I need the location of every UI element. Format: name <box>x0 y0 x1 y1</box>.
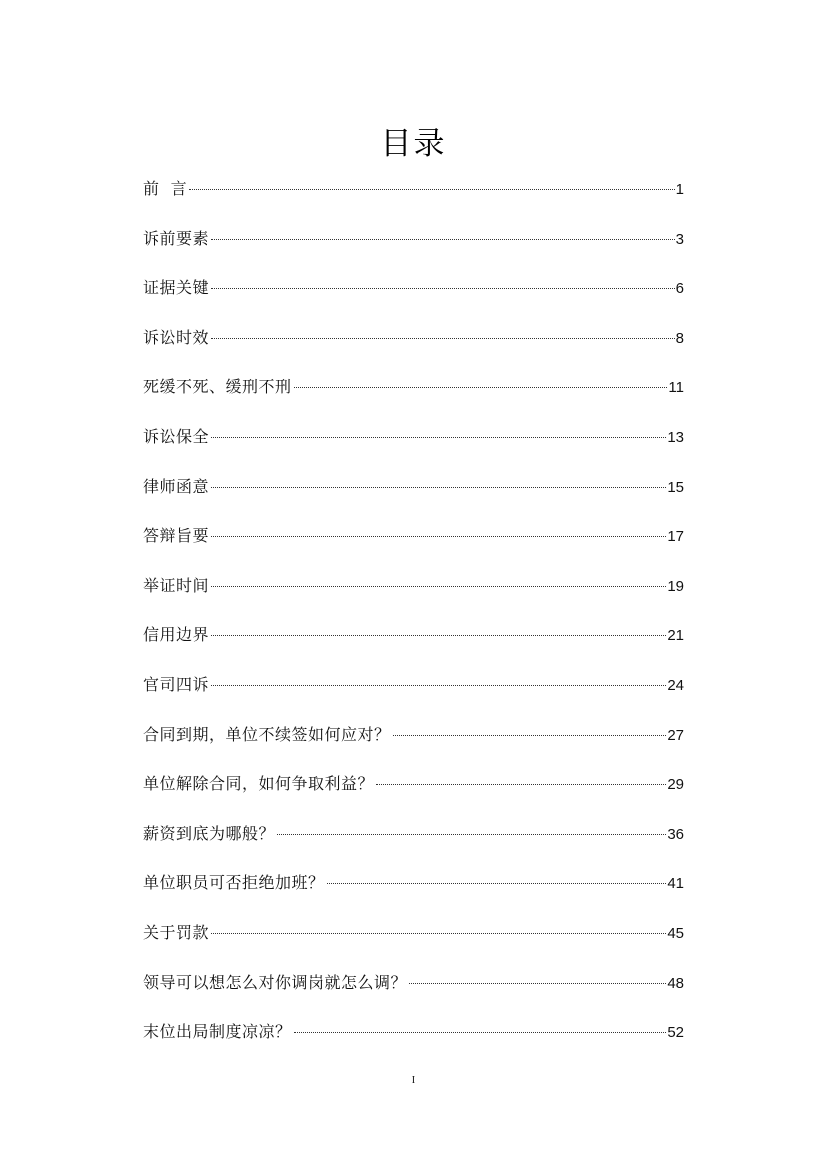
toc-entry[interactable] <box>143 571 684 621</box>
page-number-footer: I <box>411 1074 416 1086</box>
toc-entry[interactable] <box>143 174 684 224</box>
toc-entry-label: 单位解除合同，如何争取利益？ <box>143 774 375 794</box>
dot-leader <box>294 1032 667 1033</box>
dot-leader <box>211 487 666 488</box>
toc-entry[interactable] <box>143 918 684 968</box>
toc-entry-label: 证据关键 <box>143 278 210 298</box>
toc-entry-label: 合同到期，单位不续签如何应对？ <box>143 724 391 744</box>
toc-entry-page-number: 45 <box>667 924 684 942</box>
toc-entry[interactable] <box>143 1017 684 1067</box>
toc-entry[interactable] <box>143 769 684 819</box>
toc-entry-label: 诉讼保全 <box>143 426 210 446</box>
toc-entry-page-number: 1 <box>675 181 684 198</box>
toc-entry-page-number: 48 <box>667 974 684 992</box>
toc-entry[interactable] <box>143 720 684 770</box>
toc-entry[interactable] <box>143 670 684 720</box>
toc-entry-page-number: 41 <box>667 875 684 893</box>
toc-title: 目录 <box>380 126 447 162</box>
toc-entry-label: 领导可以想怎么对你调岗就怎么调？ <box>143 972 408 992</box>
toc-entry-label: 答辩旨要 <box>143 526 210 546</box>
dot-leader <box>211 288 675 289</box>
toc-entry-page-number: 29 <box>667 776 684 794</box>
dot-leader <box>211 338 675 339</box>
toc-entry-page-number: 19 <box>667 577 684 595</box>
dot-leader <box>393 735 667 736</box>
toc-entry-label: 单位职员可否拒绝加班？ <box>143 873 325 893</box>
dot-leader <box>294 387 668 388</box>
toc-entry-page-number: 11 <box>668 379 684 397</box>
dot-leader <box>211 635 666 636</box>
toc-entry-page-number: 3 <box>675 230 684 248</box>
toc-entry-label: 信用边界 <box>143 625 210 645</box>
toc-entry[interactable] <box>143 323 684 373</box>
toc-entry-label: 官司四诉 <box>143 674 210 694</box>
toc-entry[interactable] <box>143 620 684 670</box>
toc-entry[interactable] <box>143 224 684 274</box>
toc-entry-page-number: 52 <box>667 1024 684 1042</box>
dot-leader <box>327 883 667 884</box>
toc-entry-page-number: 36 <box>667 825 684 843</box>
toc-entry[interactable] <box>143 968 684 1018</box>
toc-entry[interactable] <box>143 868 684 918</box>
dot-leader <box>211 685 666 686</box>
toc-entry-page-number: 27 <box>667 726 684 744</box>
dot-leader <box>211 437 666 438</box>
toc-entry-label: 诉讼时效 <box>143 327 210 347</box>
toc-entry-page-number: 24 <box>667 676 684 694</box>
toc-entry-label: 举证时间 <box>143 575 210 595</box>
toc-entry-page-number: 15 <box>667 478 684 496</box>
toc-entry-page-number: 21 <box>667 627 684 645</box>
dot-leader <box>211 586 666 587</box>
toc-entry-label: 律师函意 <box>143 476 210 496</box>
dot-leader <box>211 239 675 240</box>
dot-leader <box>211 536 666 537</box>
toc-entry-label: 末位出局制度凉凉？ <box>143 1022 292 1042</box>
toc-entry-page-number: 17 <box>667 528 684 546</box>
toc-entry-label: 前 言 <box>143 179 188 198</box>
toc-entry-label: 死缓不死、缓刑不刑 <box>143 377 292 397</box>
toc-entry[interactable] <box>143 819 684 869</box>
toc-entry-label: 薪资到底为哪般？ <box>143 823 276 843</box>
toc-entry[interactable] <box>143 273 684 323</box>
dot-leader <box>409 983 666 984</box>
dot-leader <box>277 834 666 835</box>
toc-entry-page-number: 8 <box>675 329 684 347</box>
dot-leader <box>376 784 666 785</box>
toc-entry-label: 诉前要素 <box>143 228 210 248</box>
toc-entry-page-number: 13 <box>667 428 684 446</box>
toc-entry[interactable] <box>143 472 684 522</box>
toc-entry[interactable] <box>143 521 684 571</box>
dot-leader <box>189 189 674 190</box>
dot-leader <box>211 933 666 934</box>
toc-entry[interactable] <box>143 422 684 472</box>
toc-entry-page-number: 6 <box>675 280 684 298</box>
toc-entry-label: 关于罚款 <box>143 922 210 942</box>
table-of-contents <box>143 174 684 1067</box>
toc-entry[interactable] <box>143 372 684 422</box>
